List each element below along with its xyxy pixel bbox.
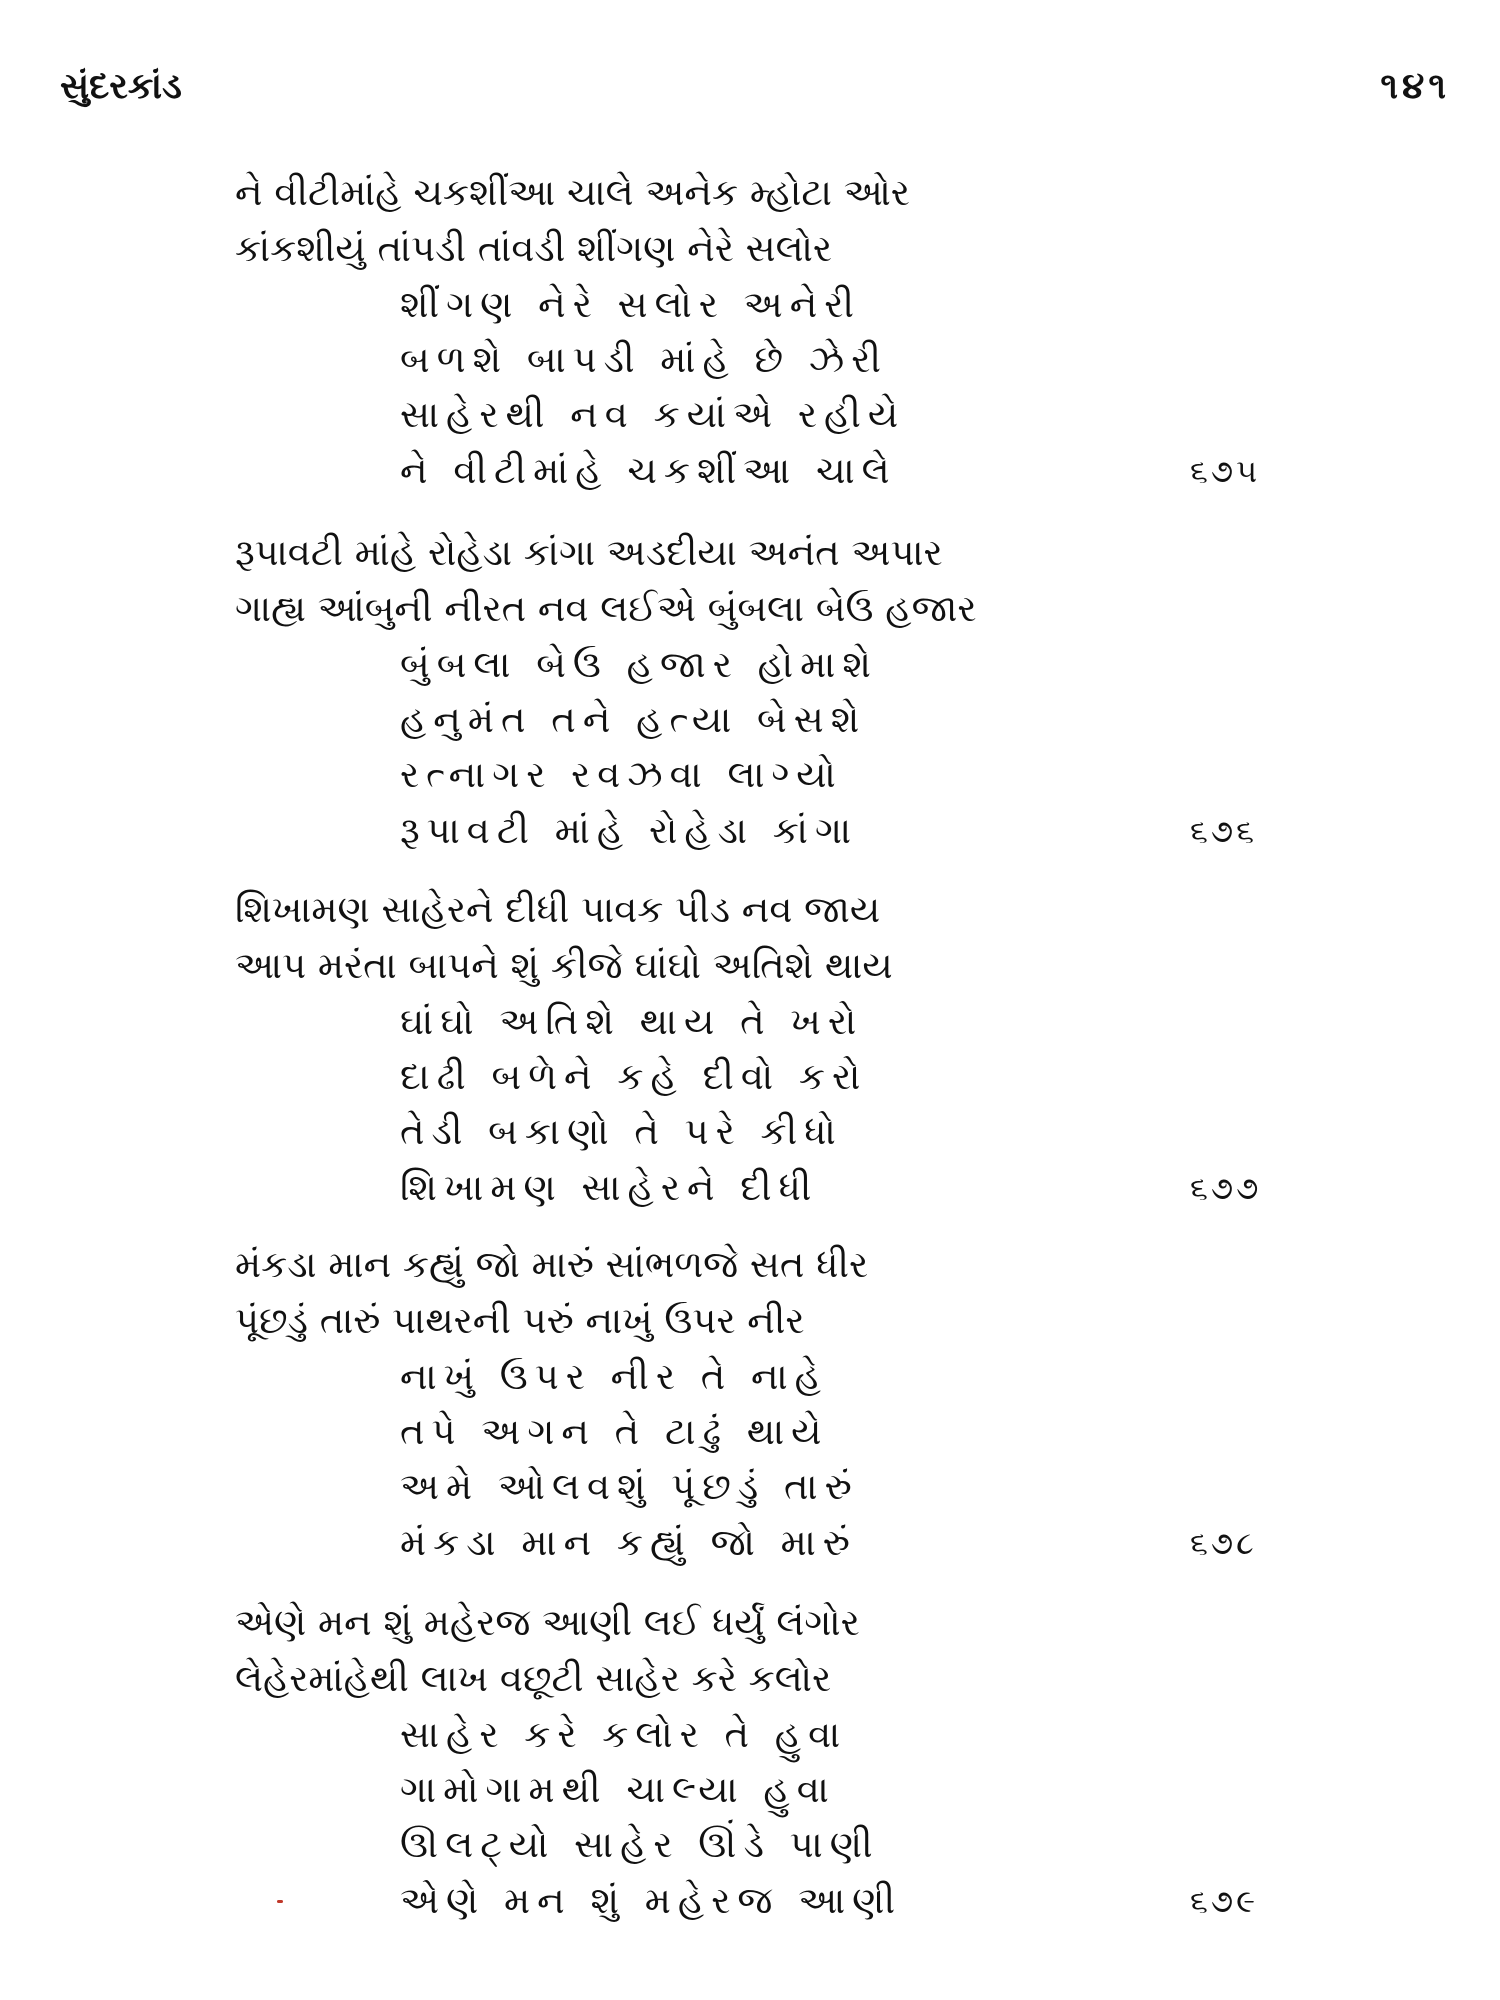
- verse-line: પૂંછડું તારું પાથરની પરું નાખું ઉપર નીર: [235, 1299, 805, 1342]
- verse-number: ૬૭૬: [1190, 812, 1258, 850]
- verse-line: આપ મરંતા બાપને શું કીજે ઘાંઘો અતિશે થાય: [235, 944, 893, 987]
- refrain-line: તેડી બકાણો તે પરે કીધો: [400, 1110, 843, 1153]
- page-number: ૧૪૧: [1380, 66, 1450, 107]
- ink-speck: [277, 1900, 283, 1903]
- verse-number: ૬૭૭: [1190, 1169, 1262, 1207]
- verse-line: કાંકશીયું તાંપડી તાંવડી શીંગણ નેરે સલોર: [235, 227, 832, 270]
- refrain-line: અમે ઓલવશું પૂંછડું તારું: [400, 1465, 859, 1508]
- verse-line: ગાહ્ય આંબુની નીરત નવ લઈએ બુંબલા બેઉ હજાર: [235, 587, 977, 630]
- refrain-line: સાહેરથી નવ કયાંએ રહીયે: [400, 393, 906, 436]
- verse-line: શિખામણ સાહેરને દીધી પાવક પીડ નવ જાય: [235, 888, 881, 931]
- refrain-line: રત્નાગર રવઝવા લાગ્યો: [400, 753, 843, 796]
- verse-number: ૬૭૯: [1190, 1882, 1259, 1920]
- refrain-line: હનુમંત તને હત્યા બેસશે: [400, 698, 867, 741]
- refrain-line: સાહેર કરે કલોર તે હુવા: [400, 1713, 848, 1756]
- verse-line: મંકડા માન કહ્યું જો મારું સાંભળજે સત ધીર: [235, 1243, 869, 1286]
- verse-line: એણે મન શું મહેરજ આણી લઈ ધર્યું લંગોર: [235, 1601, 860, 1644]
- refrain-line: બળશે બાપડી માંહે છે ઝેરી: [400, 338, 888, 381]
- refrain-line: ઊલટ્યો સાહેર ઊંડે પાણી: [400, 1823, 880, 1866]
- refrain-line: ઘાંઘો અતિશે થાય તે ખરો: [400, 1000, 864, 1043]
- refrain-line: મંકડા માન કહ્યું જો મારું: [400, 1521, 857, 1564]
- book-title: સુંદરકાંડ: [60, 66, 182, 107]
- refrain-line: ગામોગામથી ચાલ્યા હુવા: [400, 1768, 836, 1811]
- refrain-line: તપે અગન તે ટાઢું થાયે: [400, 1410, 829, 1453]
- refrain-line: રૂપાવટી માંહે રોહેડા કાંગા: [400, 809, 859, 852]
- verse-line: લેહેરમાંહેથી લાખ વછૂટી સાહેર કરે કલોર: [235, 1657, 832, 1700]
- refrain-line: ને વીટીમાંહે ચકશીંઆ ચાલે: [400, 449, 897, 492]
- refrain-line: નાખું ઉપર નીર તે નાહે: [400, 1355, 828, 1398]
- verse-number: ૬૭૮: [1190, 1524, 1257, 1562]
- verse-number: ૬૭૫: [1190, 452, 1261, 490]
- refrain-line: બુંબલા બેઉ હજાર હોમાશે: [400, 643, 878, 686]
- verse-line: ને વીટીમાંહે ચકશીંઆ ચાલે અનેક મ્હોટા ઓર: [235, 171, 910, 214]
- refrain-line: શીંગણ નેરે સલોર અનેરી: [400, 283, 861, 326]
- refrain-line: દાઢી બળેને કહે દીવો કરો: [400, 1055, 868, 1098]
- refrain-line: શિખામણ સાહેરને દીધી: [400, 1166, 819, 1209]
- verse-line: રૂપાવટી માંહે રોહેડા કાંગા અડદીયા અનંત અપાર: [235, 531, 943, 574]
- refrain-line: એણે મન શું મહેરજ આણી: [400, 1879, 903, 1922]
- running-head: [60, 66, 1450, 126]
